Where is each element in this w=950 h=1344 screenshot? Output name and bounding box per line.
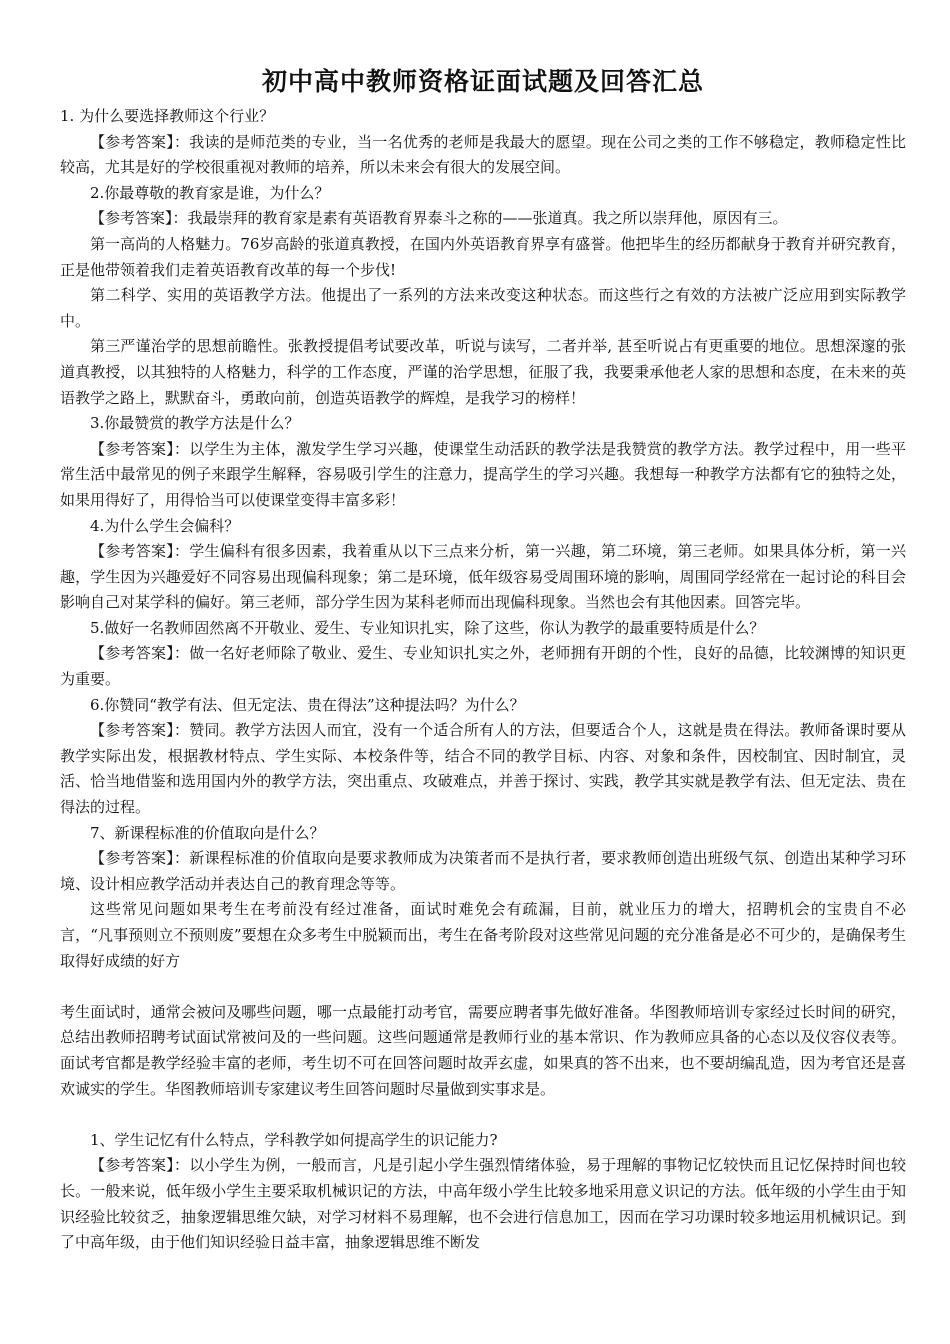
question-1: 1. 为什么要选择教师这个行业？ (60, 107, 275, 125)
blank-line (60, 974, 906, 1000)
document-title: 初中高中教师资格证面试题及回答汇总 (261, 67, 704, 96)
answer-memory: 【参考答案】：以小学生为例，一般而言，凡是引起小学生强烈情绪体验，易于理解的事物记忆较快而且记忆保持时间也较长。一般来说，低年级小学生主要采取机械识记的方法，中高年级小学生比较多地采用意义识记的方法。低年级的小学生由于知识经验比较贫乏，抽象逻辑思维欠缺，对学习材料不易理解，也不会进行信息加工，因而在学习功课时较多地运用机械识记。到了中高年级，由于他们知识经验日益丰富，抽象逻辑思维不断发 (60, 1156, 906, 1252)
question-6: 6.你赞同“教学有法、但无定法、贵在得法”这种提法吗？为什么？ (90, 695, 525, 714)
answer-7: 【参考答案】：新课程标准的价值取向是要求教师成为决策者而不是执行者，要求教师创造出班级气氛、创造出某种学习环境、设计相应教学活动并表达自己的教育理念等等。 (60, 849, 906, 893)
answer-6: 【参考答案】：赞同。教学方法因人而宜，没有一个适合所有人的方法，但要适合个人，这就是贵在得法。教师备课时要从教学实际出发，根据教材特点、学生实际、本校条件等，结合不同的教学目标、内容、对象和条件，因校制宜、因时制宜，灵活、恰当地借鉴和选用国内外的教学方法，突出重点、攻破难点，并善于探讨、实践，教学其实就是教学有法、但无定法、贵在得法的过程。 (60, 721, 906, 817)
answer-1: 【参考答案】：我读的是师范类的专业，当一名优秀的老师是我最大的愿望。现在公司之类的工作不够稳定，教师稳定性比较高，尤其是好的学校很重视对教师的培养，所以未来会有很大的发展空间。 (60, 132, 906, 177)
answer-2-point-3: 第三严谨治学的思想前瞻性。张教授提倡考试要改革，听说与读写，二者并举, 甚至听说占有更重要的地位。思想深邃的张道真教授，以其独特的人格魅力，科学的工作态度，严谨的治学思想，征服了我，我要秉承他老人家的思想和态度，在未来的英语教学之路上，默默奋斗，勇敢向前，创造英语教学的辉煌，是我学习的榜样！ (60, 337, 906, 407)
question-5: 5.做好一名教师固然离不开敬业、爱生、专业知识扎实，除了这些，你认为教学的最重要特质是什么？ (90, 618, 765, 637)
blank-line (60, 1102, 906, 1128)
answer-2: 【参考答案】：我最崇拜的教育家是素有英语教育界泰斗之称的——张道真。我之所以崇拜他，原因有三。 (90, 209, 788, 228)
question-2: 2.你最尊敬的教育家是谁，为什么？ (90, 183, 330, 202)
answer-5: 【参考答案】：做一名好老师除了敬业、爱生、专业知识扎实之外，老师拥有开朗的个性，良好的品德，比较渊博的知识更为重要。 (60, 644, 906, 689)
answer-4: 【参考答案】：学生偏科有很多因素，我着重从以下三点来分析，第一兴趣，第二环境，第三老师。如果具体分析，第一兴趣，学生因为兴趣爱好不同容易出现偏科现象；第二是环境，低年级容易受周围环境的影响，周围同学经常在一起讨论的科目会影响自己对某学科的偏好。第三老师，部分学生因为某科老师而出现偏科现象。当然也会有其他因素。回答完毕。 (60, 542, 906, 612)
question-4: 4.为什么学生会偏科？ (90, 516, 240, 535)
answer-2-point-1: 第一高尚的人格魅力。76岁高龄的张道真教授，在国内外英语教育界享有盛誉。他把毕生的经历都献身于教育并研究教育，正是他带领着我们走着英语教育改革的每一个步伐! (60, 234, 906, 279)
question-3: 3.你最赞赏的教学方法是什么？ (90, 414, 300, 433)
question-memory: 1、学生记忆有什么特点，学科教学如何提高学生的识记能力? (90, 1130, 498, 1149)
question-7: 7、新课程标准的价值取向是什么？ (90, 823, 325, 842)
summary-paragraph: 这些常见问题如果考生在考前没有经过准备，面试时难免会有疏漏，目前，就业压力的增大，招聘机会的宝贵自不必言，“凡事预则立不预则废”要想在众多考生中脱颖而出，考生在备考阶段对这些常见问题的充分准备是必不可少的，是确保考生取得好成绩的好方 (60, 900, 906, 970)
answer-2-point-2: 第二科学、实用的英语教学方法。他提出了一系列的方法来改变这种状态。而这些行之有效的方法被广泛应用到实际教学中。 (60, 286, 906, 330)
intro-paragraph: 考生面试时，通常会被问及哪些问题，哪一点最能打动考官，需要应聘者事先做好准备。华图教师培训专家经过长时间的研究，总结出教师招聘考试面试常被问及的一些问题。这些问题通常是教师行业的基本常识、作为教师应具备的心态以及仪容仪表等。面试考官都是教学经验丰富的老师，考生切不可在回答问题时故弄玄虚，如果真的答不出来，也不要胡编乱造，因为考官还是喜欢诚实的学生。华图教师培训专家建议考生回答问题时尽量做到实事求是。 (60, 1002, 906, 1098)
answer-3: 【参考答案】：以学生为主体，激发学生学习兴趣，使课堂生动活跃的教学法是我赞赏的教学方法。教学过程中，用一些平常生活中最常见的例子来跟学生解释，容易吸引学生的注意力，提高学生的学习兴趣。我想每一种教学方法都有它的独特之处，如果用得好了，用得恰当可以使课堂变得丰富多彩！ (60, 439, 906, 509)
